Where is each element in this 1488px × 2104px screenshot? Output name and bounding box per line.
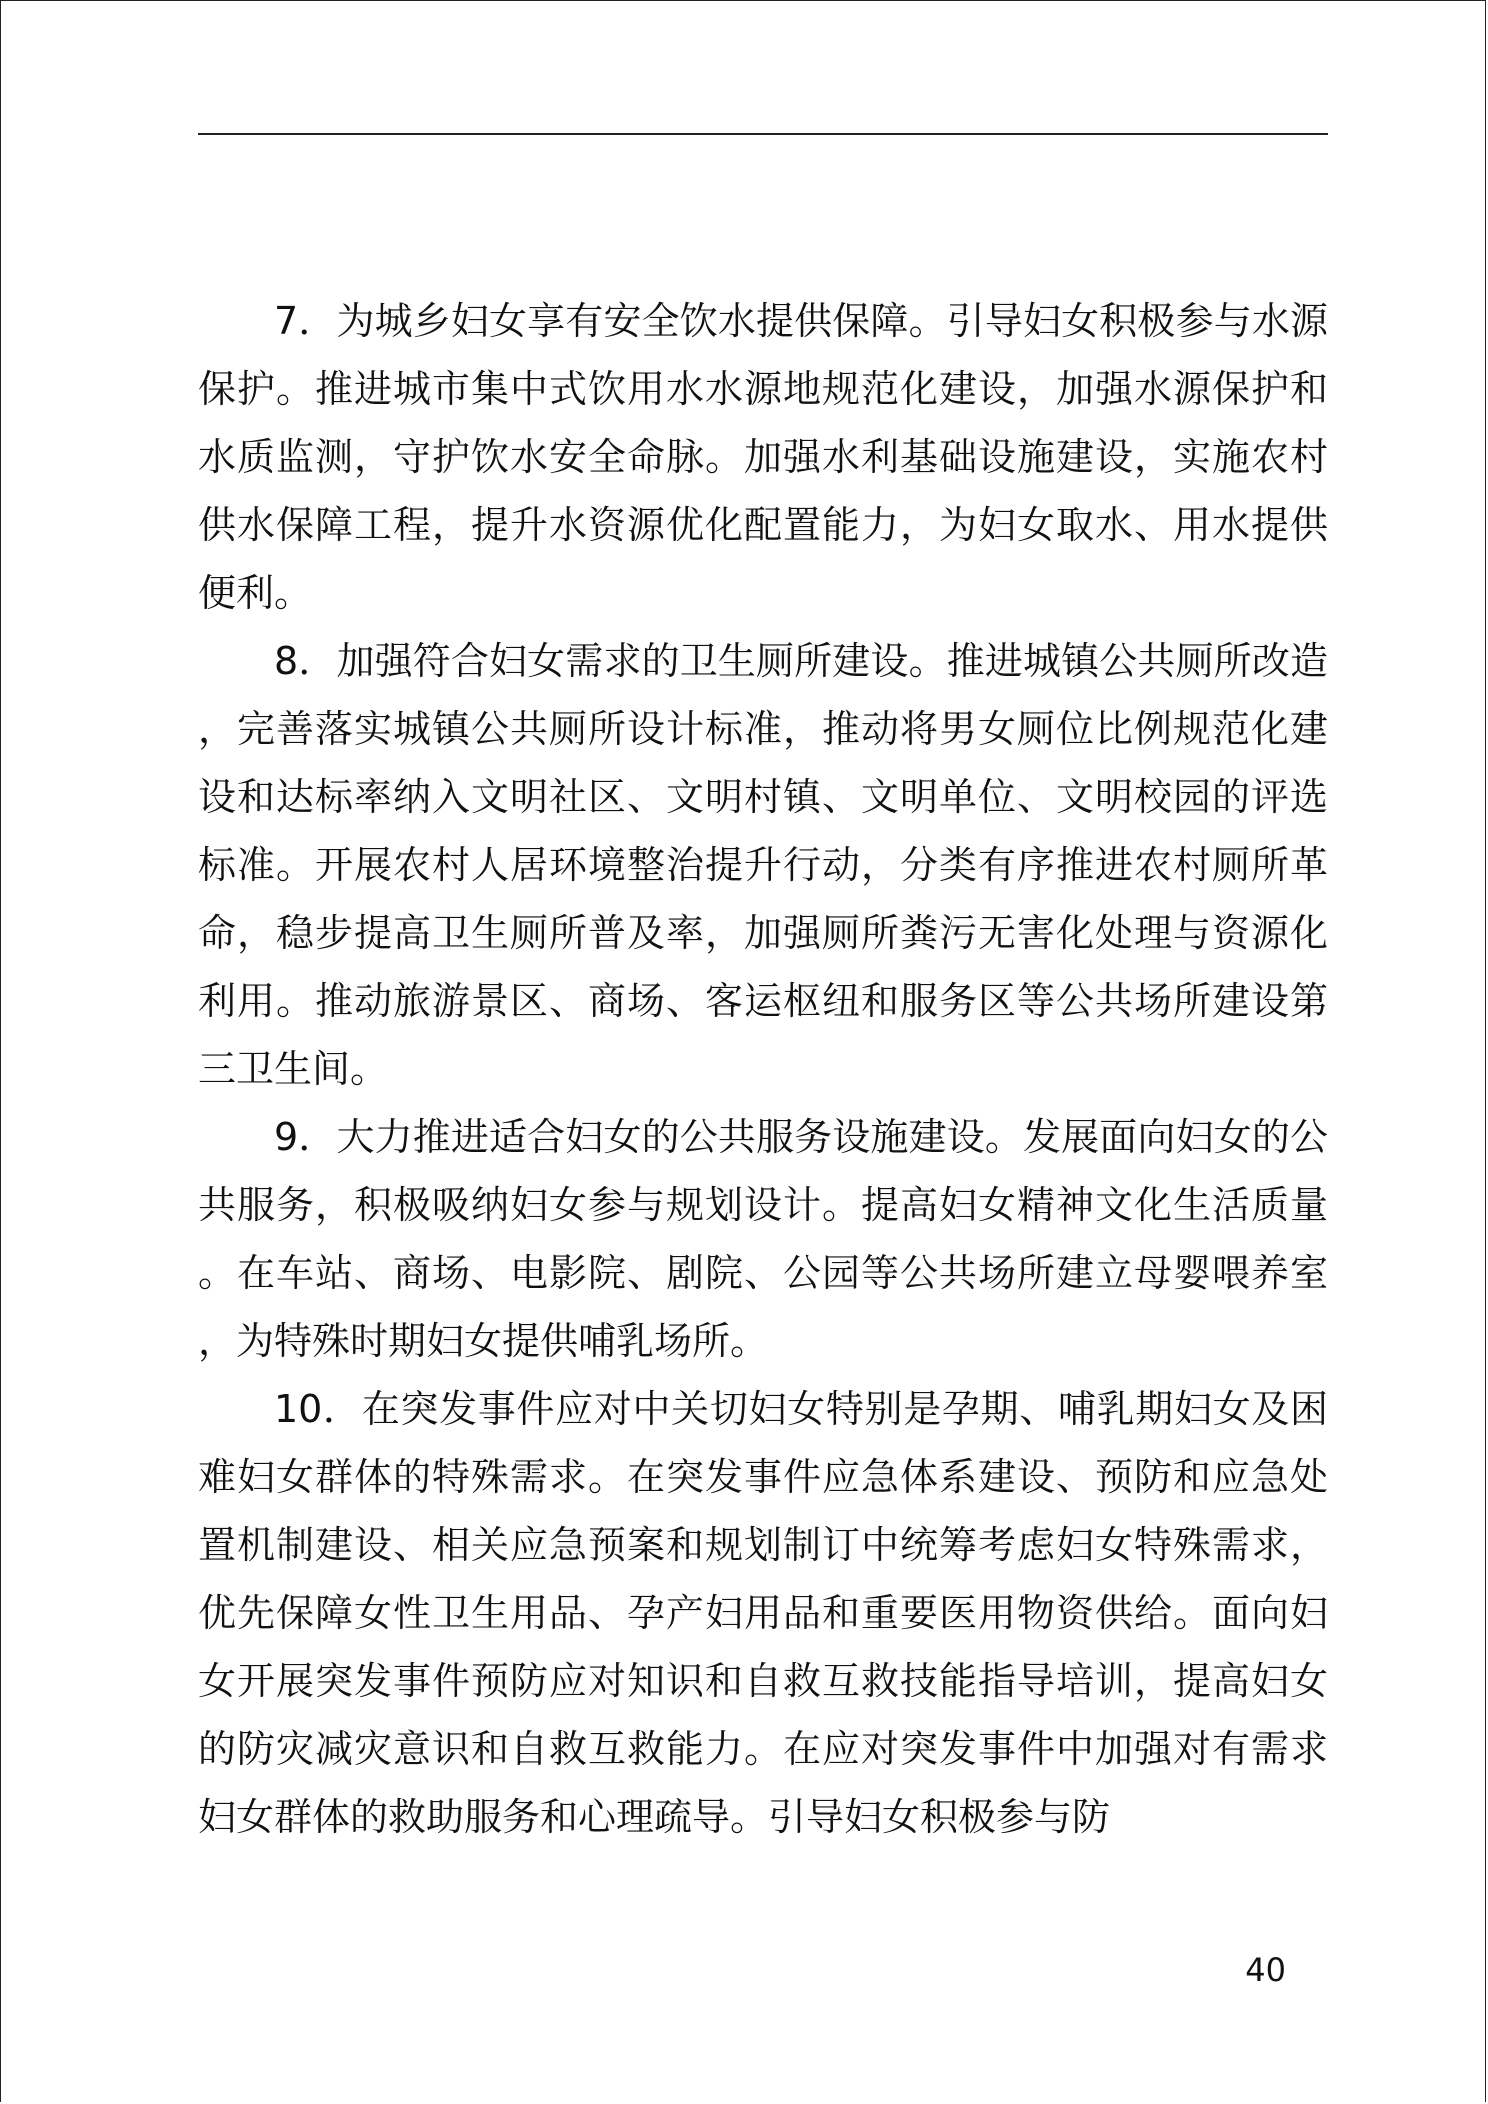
- page-number: 40: [1245, 1951, 1286, 1989]
- paragraph-8: 8．加强符合妇女需求的卫生厕所建设。推进城镇公共厕所改造，完善落实城镇公共厕所设计标准，推动将男女厕位比例规范化建设和达标率纳入文明社区、文明村镇、文明单位、文明校园的评选标准。开展农村人居环境整治提升行动，分类有序推进农村厕所革命，稳步提高卫生厕所普及率，加强厕所粪污无害化处理与资源化利用。推动旅游景区、商场、客运枢纽和服务区等公共场所建设第三卫生间。: [198, 639, 1328, 1091]
- paragraph-9: 9．大力推进适合妇女的公共服务设施建设。发展面向妇女的公共服务，积极吸纳妇女参与规划设计。提高妇女精神文化生活质量。在车站、商场、电影院、剧院、公园等公共场所建立母婴喂养室，为特殊时期妇女提供哺乳场所。: [198, 1115, 1328, 1363]
- paragraph-7: 7．为城乡妇女享有安全饮水提供保障。引导妇女积极参与水源保护。推进城市集中式饮用水水源地规范化建设，加强水源保护和水质监测，守护饮水安全命脉。加强水利基础设施建设，实施农村供水保障工程，提升水资源优化配置能力，为妇女取水、用水提供便利。: [198, 299, 1328, 615]
- paragraph-10: 10．在突发事件应对中关切妇女特别是孕期、哺乳期妇女及困难妇女群体的特殊需求。在突发事件应急体系建设、预防和应急处置机制建设、相关应急预案和规划制订中统筹考虑妇女特殊需求，优先保障女性卫生用品、孕产妇用品和重要医用物资供给。面向妇女开展突发事件预防应对知识和自救互救技能指导培训，提高妇女的防灾减灾意识和自救互救能力。在应对突发事件中加强对有需求妇女群体的救助服务和心理疏导。引导妇女积极参与防: [198, 1387, 1328, 1839]
- header-rule: [198, 133, 1328, 135]
- body-text: [198, 287, 1328, 1851]
